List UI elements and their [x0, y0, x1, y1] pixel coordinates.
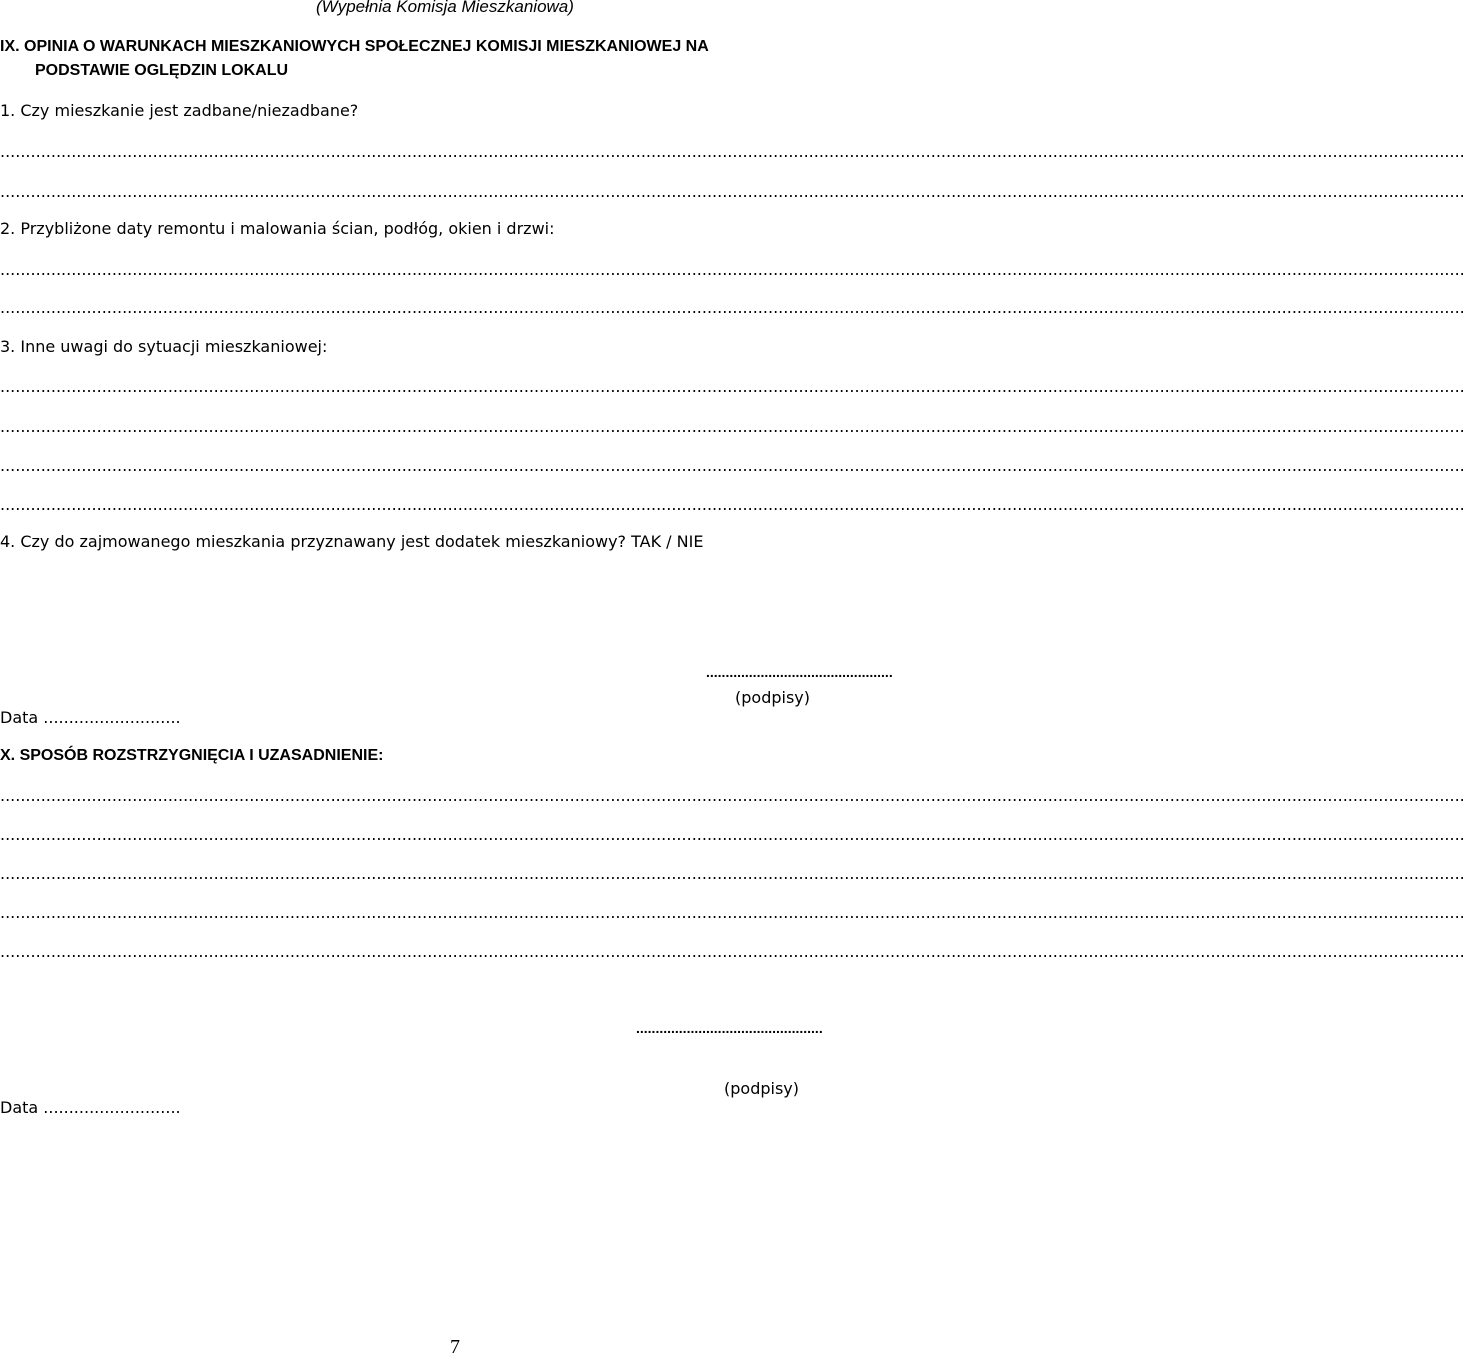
answer-line-q2-2[interactable]: ................................................................................................................................................................................................................................................................................................ [0, 298, 1465, 317]
question-2: 2. Przybliżone daty remontu i malowania ścian, podłóg, okien i drzwi: [0, 219, 555, 238]
date-field-ix[interactable]: Data ........................... [0, 708, 181, 727]
question-4: 4. Czy do zajmowanego mieszkania przyznawany jest dodatek mieszkaniowy? TAK / NIE [0, 532, 704, 551]
signature-label-x: (podpisy) [724, 1079, 799, 1098]
signature-label-ix: (podpisy) [735, 688, 810, 707]
answer-line-q2-1[interactable]: ................................................................................................................................................................................................................................................................................................ [0, 260, 1465, 279]
answer-line-x-2[interactable]: ................................................................................................................................................................................................................................................................................................ [0, 825, 1465, 844]
answer-line-x-4[interactable]: ................................................................................................................................................................................................................................................................................................ [0, 903, 1465, 922]
signature-dots-ix[interactable]: ................................................ [706, 664, 893, 680]
section-x-title: X. SPOSÓB ROZSTRZYGNIĘCIA I UZASADNIENIE: [0, 747, 384, 764]
header-note: (Wypełnia Komisja Mieszkaniowa) [316, 0, 574, 16]
answer-line-q3-1[interactable]: ................................................................................................................................................................................................................................................................................................ [0, 377, 1465, 396]
signature-dots-x[interactable]: ................................................ [636, 1020, 823, 1036]
page-number: 7 [450, 1336, 460, 1358]
question-3: 3. Inne uwagi do sytuacji mieszkaniowej: [0, 337, 328, 356]
answer-line-q3-3[interactable]: ................................................................................................................................................................................................................................................................................................ [0, 456, 1465, 475]
date-field-x[interactable]: Data ........................... [0, 1098, 181, 1117]
answer-line-q3-2[interactable]: ................................................................................................................................................................................................................................................................................................ [0, 417, 1465, 436]
answer-line-q1-1[interactable]: ................................................................................................................................................................................................................................................................................................ [0, 142, 1465, 161]
section-ix-title-line2: PODSTAWIE OGLĘDZIN LOKALU [35, 62, 289, 79]
answer-line-q3-4[interactable]: ................................................................................................................................................................................................................................................................................................ [0, 495, 1465, 514]
answer-line-q1-2[interactable]: ................................................................................................................................................................................................................................................................................................ [0, 182, 1465, 201]
section-ix-title-line1: IX. OPINIA O WARUNKACH MIESZKANIOWYCH SPOŁECZNEJ KOMISJI MIESZKANIOWEJ NA [0, 38, 709, 55]
answer-line-x-5[interactable]: ................................................................................................................................................................................................................................................................................................ [0, 942, 1465, 961]
answer-line-x-1[interactable]: ................................................................................................................................................................................................................................................................................................ [0, 786, 1465, 805]
answer-line-x-3[interactable]: ................................................................................................................................................................................................................................................................................................ [0, 864, 1465, 883]
question-1: 1. Czy mieszkanie jest zadbane/niezadbane? [0, 101, 359, 120]
